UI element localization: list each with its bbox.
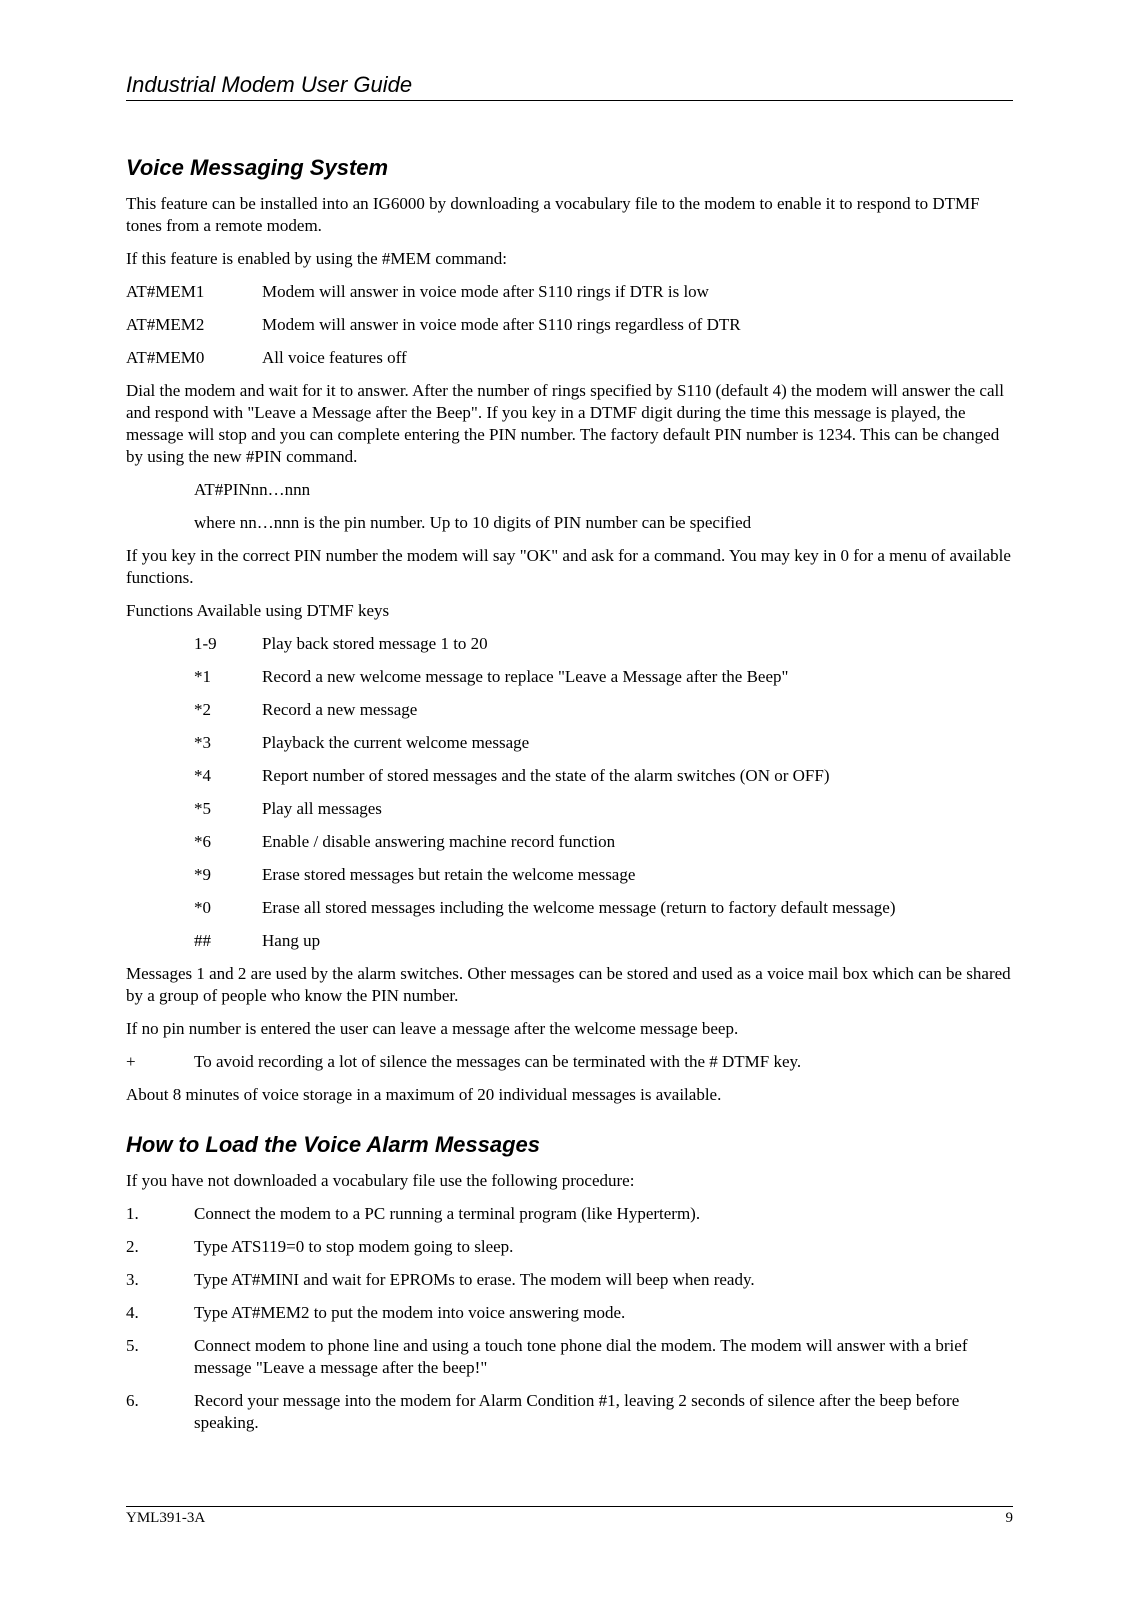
intro-paragraph: This feature can be installed into an IG6000 by downloading a vocabulary file to the modem to enable it to respond to DTMF tones from a remote modem.	[126, 194, 980, 235]
document-code: YML391-3A	[126, 1510, 206, 1526]
command-description: Modem will answer in voice mode after S110 rings regardless of DTR	[262, 315, 741, 334]
running-footer	[126, 1506, 1013, 1527]
messages-paragraph: Messages 1 and 2 are used by the alarm switches. Other messages can be stored and used as a voice mail box which can be shared by a group of people who know the PIN number.	[126, 964, 1011, 1005]
function-key: *1	[194, 667, 211, 686]
functions-title: Functions Available using DTMF keys	[126, 601, 390, 620]
pin-command: AT#PINnn…nnn	[194, 480, 311, 499]
step-number: 1.	[126, 1204, 139, 1223]
function-key: *5	[194, 799, 211, 818]
step-text: Type AT#MINI and wait for EPROMs to erase. The modem will beep when ready.	[194, 1270, 755, 1289]
function-description: Erase all stored messages including the welcome message (return to factory default message)	[262, 898, 896, 917]
step-row	[126, 1335, 1013, 1379]
function-row	[194, 798, 1013, 820]
function-key: ##	[194, 931, 211, 950]
function-row	[194, 831, 1013, 853]
step-text: Type AT#MEM2 to put the modem into voice answering mode.	[194, 1303, 626, 1322]
no-pin-paragraph: If no pin number is entered the user can leave a message after the welcome message beep.	[126, 1019, 739, 1038]
function-description: Hang up	[262, 931, 321, 950]
function-row	[194, 699, 1013, 721]
note-row	[126, 1051, 1013, 1073]
function-description: Play back stored message 1 to 20	[262, 634, 488, 653]
note-text: To avoid recording a lot of silence the messages can be terminated with the # DTMF key.	[194, 1052, 802, 1071]
page-number: 9	[1005, 1510, 1013, 1526]
function-row	[194, 897, 1013, 919]
command-name: AT#MEM1	[126, 282, 205, 301]
enable-paragraph: If this feature is enabled by using the #MEM command:	[126, 249, 507, 268]
function-key: *4	[194, 766, 211, 785]
command-row	[126, 347, 1013, 369]
function-row	[194, 864, 1013, 886]
function-row	[194, 930, 1013, 952]
function-description: Enable / disable answering machine record function	[262, 832, 616, 851]
function-description: Play all messages	[262, 799, 382, 818]
step-number: 4.	[126, 1303, 139, 1322]
function-key: *3	[194, 733, 211, 752]
function-description: Record a new welcome message to replace "Leave a Message after the Beep"	[262, 667, 789, 686]
function-key: 1-9	[194, 634, 217, 653]
step-text: Record your message into the modem for Alarm Condition #1, leaving 2 seconds of silence after the beep before speaking.	[194, 1391, 960, 1432]
procedure-intro: If you have not downloaded a vocabulary file use the following procedure:	[126, 1171, 635, 1190]
step-text: Type ATS119=0 to stop modem going to sleep.	[194, 1237, 514, 1256]
step-number: 2.	[126, 1237, 139, 1256]
function-description: Erase stored messages but retain the welcome message	[262, 865, 636, 884]
running-header: Industrial Modem User Guide	[126, 72, 1013, 101]
step-text: Connect modem to phone line and using a touch tone phone dial the modem. The modem will answer with a brief message "Leave a message after the beep!"	[194, 1336, 968, 1377]
command-row	[126, 314, 1013, 336]
function-key: *0	[194, 898, 211, 917]
function-row	[194, 666, 1013, 688]
section-title-voice-messaging: Voice Messaging System	[126, 155, 389, 180]
command-name: AT#MEM0	[126, 348, 205, 367]
step-row	[126, 1390, 1013, 1434]
function-row	[194, 765, 1013, 787]
step-row	[126, 1236, 1013, 1258]
step-row	[126, 1203, 1013, 1225]
function-row	[194, 732, 1013, 754]
note-symbol: +	[126, 1052, 136, 1071]
correct-pin-paragraph: If you key in the correct PIN number the modem will say "OK" and ask for a command. You may key in 0 for a menu of available functions.	[126, 546, 1011, 587]
command-row	[126, 281, 1013, 303]
function-description: Playback the current welcome message	[262, 733, 530, 752]
function-key: *9	[194, 865, 211, 884]
function-key: *6	[194, 832, 211, 851]
function-description: Record a new message	[262, 700, 418, 719]
command-description: All voice features off	[262, 348, 407, 367]
command-description: Modem will answer in voice mode after S110 rings if DTR is low	[262, 282, 709, 301]
step-row	[126, 1302, 1013, 1324]
step-text: Connect the modem to a PC running a terminal program (like Hyperterm).	[194, 1204, 701, 1223]
step-number: 6.	[126, 1391, 139, 1410]
section-title-load-voice-alarm: How to Load the Voice Alarm Messages	[126, 1132, 541, 1157]
command-name: AT#MEM2	[126, 315, 205, 334]
step-row	[126, 1269, 1013, 1291]
function-key: *2	[194, 700, 211, 719]
function-description: Report number of stored messages and the state of the alarm switches (ON or OFF)	[262, 766, 830, 785]
page-content	[126, 155, 1013, 1445]
dial-paragraph: Dial the modem and wait for it to answer. After the number of rings specified by S110 (default 4) the modem will answer the call and respond with "Leave a Message after the Beep". If you key in a DTMF digit during the time this message is played, the message will stop and you can complete entering the PIN number. The factory default PIN number is 1234. This can be changed by using the new #PIN command.	[126, 381, 1004, 466]
step-number: 3.	[126, 1270, 139, 1289]
step-number: 5.	[126, 1336, 139, 1355]
function-row	[194, 633, 1013, 655]
storage-paragraph: About 8 minutes of voice storage in a maximum of 20 individual messages is available.	[126, 1085, 722, 1104]
pin-description: where nn…nnn is the pin number. Up to 10 digits of PIN number can be specified	[194, 513, 752, 532]
